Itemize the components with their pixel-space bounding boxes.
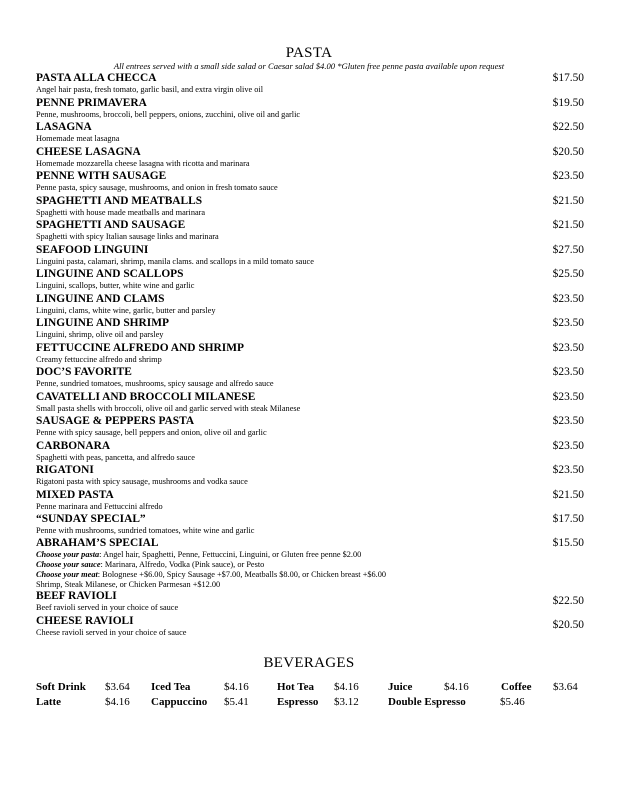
item-description: Spaghetti with house made meatballs and marinara xyxy=(36,207,206,217)
item-description: Homemade meat lasagna xyxy=(36,134,120,143)
item-name: CHEESE RAVIOLI xyxy=(36,614,134,627)
menu-item xyxy=(36,342,584,365)
beverages-row xyxy=(36,681,596,695)
menu-item xyxy=(36,146,584,169)
beverage-name: Coffee xyxy=(501,681,532,693)
item-name: PENNE PRIMAVERA xyxy=(36,96,147,109)
item-name: MIXED PASTA xyxy=(36,488,114,501)
menu-item xyxy=(36,170,584,193)
item-price: $25.50 xyxy=(552,268,584,280)
item-price: $23.50 xyxy=(552,439,584,452)
item-name: LASAGNA xyxy=(36,121,92,133)
item-price: $17.50 xyxy=(552,513,584,525)
beverage-price: $4.16 xyxy=(105,696,130,708)
meat-choice-line xyxy=(36,570,584,580)
item-name: DOC’S FAVORITE xyxy=(36,366,132,378)
item-name: CHEESE LASAGNA xyxy=(36,145,141,158)
item-description: Beef ravioli served in your choice of sauce xyxy=(36,603,179,612)
item-description: Penne, sundried tomatoes, mushrooms, spicy sausage and alfredo sauce xyxy=(36,379,274,388)
item-description: Penne with spicy sausage, bell peppers and onion, olive oil and garlic xyxy=(36,428,267,437)
item-price: $23.50 xyxy=(552,341,584,354)
menu-item xyxy=(36,489,584,512)
beverage-name: Iced Tea xyxy=(151,681,191,693)
pasta-subtitle: All entrees served with a small side salad or Caesar salad $4.00 *Gluten free penne pasta available upon request xyxy=(113,61,505,71)
item-price: $23.50 xyxy=(552,366,584,378)
sauce-choice-line xyxy=(36,560,584,570)
item-name: CAVATELLI AND BROCCOLI MILANESE xyxy=(36,390,256,403)
item-price: $23.50 xyxy=(552,390,584,403)
pasta-section-title: PASTA xyxy=(285,45,333,61)
item-description: Rigatoni pasta with spicy sausage, mushrooms and vodka sauce xyxy=(36,477,248,486)
beverage-name: Soft Drink xyxy=(36,681,86,693)
menu-item xyxy=(36,440,584,463)
item-price: $20.50 xyxy=(552,145,584,158)
item-description: Spaghetti with peas, pancetta, and alfredo sauce xyxy=(36,452,195,462)
menu-item xyxy=(36,513,584,536)
menu-item xyxy=(36,317,584,340)
item-price: $17.50 xyxy=(552,72,584,84)
menu-item xyxy=(36,244,584,267)
item-description: Penne, mushrooms, broccoli, bell peppers, onions, zucchini, olive oil and garlic xyxy=(36,109,301,119)
item-name: LINGUINE AND SCALLOPS xyxy=(36,268,184,280)
item-description: Creamy fettuccine alfredo and shrimp xyxy=(36,354,162,364)
beverage-price: $3.64 xyxy=(105,681,130,693)
item-description: Linguini pasta, calamari, shrimp, manila clams. and scallops in a mild tomato sauce xyxy=(36,256,314,266)
item-name: SPAGHETTI AND SAUSAGE xyxy=(36,219,186,231)
item-price: $22.50 xyxy=(552,121,584,133)
beverage-price: $5.41 xyxy=(224,696,249,708)
beverages-section-title: BEVERAGES xyxy=(263,655,355,671)
menu-item xyxy=(36,97,584,120)
beverage-price: $4.16 xyxy=(224,681,249,693)
item-name: SEAFOOD LINGUINI xyxy=(36,243,149,256)
item-price: $15.50 xyxy=(552,537,584,549)
abrahams-special-item xyxy=(36,537,584,590)
beverage-price: $4.16 xyxy=(334,681,359,693)
item-description: Penne pasta, spicy sausage, mushrooms, and onion in fresh tomato sauce xyxy=(36,183,278,192)
item-description: Linguini, scallops, butter, white wine and garlic xyxy=(36,281,195,290)
item-description: Linguini, shrimp, olive oil and parsley xyxy=(36,330,164,339)
menu-item xyxy=(36,366,584,389)
sauce-choice-label: Choose your sauce xyxy=(36,560,101,569)
item-name: SAUSAGE & PEPPERS PASTA xyxy=(36,415,195,427)
item-name: “SUNDAY SPECIAL” xyxy=(36,513,146,525)
meat-choice-line-2: Shrimp, Steak Milanese, or Chicken Parmesan +$12.00 xyxy=(36,580,221,589)
menu-item xyxy=(36,415,584,438)
menu-item xyxy=(36,219,584,242)
beverage-price: $5.46 xyxy=(500,696,525,708)
menu-item xyxy=(36,195,584,218)
item-price: $23.50 xyxy=(552,292,584,305)
item-name: RIGATONI xyxy=(36,464,94,476)
item-price: $23.50 xyxy=(552,170,584,182)
menu-item xyxy=(36,293,584,316)
menu-item xyxy=(36,121,584,144)
beverage-name: Hot Tea xyxy=(277,681,314,693)
item-description: Linguini, clams, white wine, garlic, butter and parsley xyxy=(36,305,216,315)
beverage-price: $4.16 xyxy=(444,681,469,693)
item-price: $21.50 xyxy=(552,194,584,207)
menu-item xyxy=(36,72,584,95)
item-name: ABRAHAM’S SPECIAL xyxy=(36,537,159,549)
beverage-name: Double Espresso xyxy=(388,696,466,708)
beverages-row xyxy=(36,696,596,710)
pasta-choice-text: : Angel hair, Spaghetti, Penne, Fettuccini, Linguini, or Gluten free penne $2.00 xyxy=(99,550,362,559)
item-name: CARBONARA xyxy=(36,439,111,452)
sauce-choice-text: : Marinara, Alfredo, Vodka (Pink sauce), or Pesto xyxy=(100,560,265,569)
beverage-price: $3.64 xyxy=(553,681,578,693)
beverage-name: Espresso xyxy=(277,696,319,708)
item-description: Small pasta shells with broccoli, olive oil and garlic served with steak Milanese xyxy=(36,403,301,413)
beverage-name: Cappuccino xyxy=(151,696,208,708)
item-price: $21.50 xyxy=(552,488,584,501)
meat-choice-label: Choose your meat xyxy=(36,570,98,579)
beverage-name: Latte xyxy=(36,696,62,708)
item-name: PENNE WITH SAUSAGE xyxy=(36,170,167,182)
beverage-price: $3.12 xyxy=(334,696,359,708)
item-name: BEEF RAVIOLI xyxy=(36,590,117,602)
menu-item xyxy=(36,615,584,638)
item-name: SPAGHETTI AND MEATBALLS xyxy=(36,194,203,207)
item-name: LINGUINE AND CLAMS xyxy=(36,292,165,305)
item-description: Homemade mozzarella cheese lasagna with ricotta and marinara xyxy=(36,158,250,168)
item-name: PASTA ALLA CHECCA xyxy=(36,72,157,84)
menu-item xyxy=(36,268,584,291)
item-description: Angel hair pasta, fresh tomato, garlic basil, and extra virgin olive oil xyxy=(36,85,264,94)
menu-item xyxy=(36,590,584,613)
item-description: Penne with mushrooms, sundried tomatoes, white wine and garlic xyxy=(36,526,255,535)
item-price: $22.50 xyxy=(552,595,584,607)
pasta-choice-line xyxy=(36,550,584,560)
item-price: $23.50 xyxy=(552,464,584,476)
menu-item xyxy=(36,464,584,487)
menu-item xyxy=(36,391,584,414)
item-price: $20.50 xyxy=(552,618,584,631)
item-name: FETTUCCINE ALFREDO AND SHRIMP xyxy=(36,341,244,354)
item-name: LINGUINE AND SHRIMP xyxy=(36,317,169,329)
item-price: $27.50 xyxy=(552,243,584,256)
item-description: Spaghetti with spicy Italian sausage links and marinara xyxy=(36,232,219,241)
item-description: Penne marinara and Fettuccini alfredo xyxy=(36,501,163,511)
item-price: $23.50 xyxy=(552,415,584,427)
item-price: $19.50 xyxy=(552,96,584,109)
item-price: $23.50 xyxy=(552,317,584,329)
item-price: $21.50 xyxy=(552,219,584,231)
beverage-name: Juice xyxy=(388,681,413,693)
meat-choice-text: : Bolognese +$6.00, Spicy Sausage +$7.00, Meatballs $8.00, or Chicken breast +$6.00 xyxy=(97,570,387,579)
pasta-choice-label: Choose your pasta xyxy=(36,550,100,559)
item-description: Cheese ravioli served in your choice of sauce xyxy=(36,627,187,637)
